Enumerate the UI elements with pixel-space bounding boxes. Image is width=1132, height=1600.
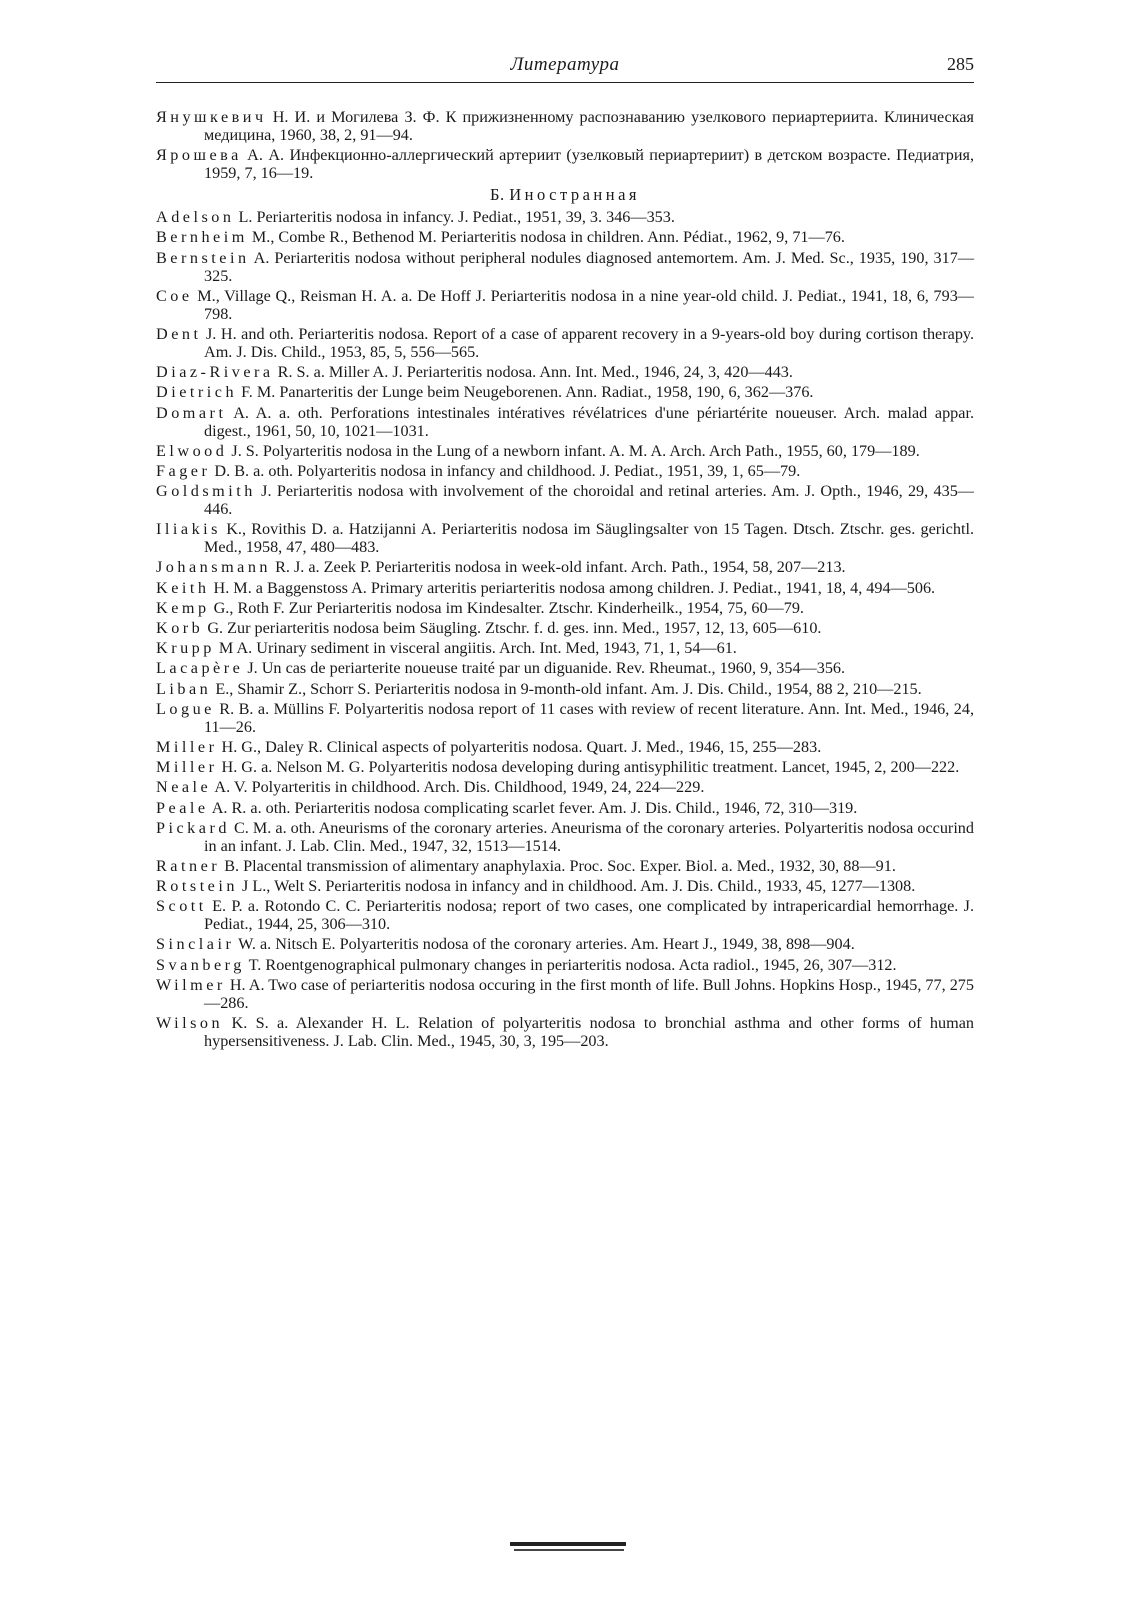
reference-text: A. V. Polyarteritis in childhood. Arch. Dis. Childhood, 1949, 24, 224—229. [211,778,705,797]
reference-entry [156,619,974,637]
reference-entry [156,758,974,776]
reference-entry [156,146,974,182]
reference-text: J. H. and oth. Periarteritis nodosa. Report of a case of apparent recovery in a 9-years-old boy during cortison therapy. Am. J. Dis. Child., 1953, 85, 5, 556—565. [201,324,974,361]
end-rule-thin [514,1549,624,1551]
reference-entry [156,558,974,576]
reference-author: Ярошева [156,146,242,165]
section-prefix: Б. [489,185,505,205]
reference-author: Adelson [156,208,235,227]
reference-entry [156,249,974,285]
reference-text: H. G. a. Nelson M. G. Polyarteritis nodosa developing during antisyphilitic treatment. Lancet, 1945, 2, 200—222. [217,758,960,777]
reference-author: Pickard [156,818,230,837]
reference-entry [156,442,974,460]
reference-author: Keith [156,578,210,597]
reference-text: K., Rovithis D. a. Hatzijanni A. Periarteritis nodosa im Säuglingsalter von 15 Tagen. Dtsch. Ztschr. ges. gerichtl. Med., 1958, 47, 480—483. [204,520,974,557]
reference-author: Ratner [156,856,221,875]
reference-entry [156,108,974,144]
reference-entry [156,520,974,556]
reference-author: Miller [156,758,218,777]
reference-author: Bernstein [156,248,250,267]
reference-entry [156,956,974,974]
reference-author: Scott [156,897,207,916]
reference-text: A. R. a. oth. Periarteritis nodosa complicating scarlet fever. Am. J. Dis. Child., 1946, 72, 310—319. [208,798,858,817]
reference-entry [156,482,974,518]
reference-entry [156,287,974,323]
reference-entry [156,857,974,875]
end-rule [510,1542,626,1546]
reference-author: Domart [156,403,227,422]
reference-author: Diaz-Rivera [156,363,274,382]
section-heading [156,185,974,205]
reference-text: E., Shamir Z., Schorr S. Periarteritis nodosa in 9-month-old infant. Am. J. Dis. Child., 1954, 88 2, 210—215. [211,679,922,698]
reference-author: Dietrich [156,383,238,402]
running-title: Литература [510,54,620,75]
reference-text: H. A. Two case of periarteritis nodosa occuring in the first month of life. Bull Johns. Hopkins Hosp., 1945, 77, 275—286. [204,975,974,1012]
reference-text: T. Roentgenographical pulmonary changes in periarteritis nodosa. Acta radiol., 1945, 26, 307—312. [244,955,897,974]
reference-entry [156,1014,974,1050]
reference-text: L. Periarteritis nodosa in infancy. J. Pediat., 1951, 39, 3. 346—353. [234,208,675,227]
reference-entry [156,799,974,817]
reference-author: Wilson [156,1014,224,1032]
reference-entry [156,680,974,698]
reference-entry [156,659,974,677]
reference-text: R. J. a. Zeek P. Periarteritis nodosa in week-old infant. Arch. Path., 1954, 58, 207—213. [271,558,846,577]
reference-list [156,108,974,1052]
reference-entry [156,639,974,657]
reference-entry [156,228,974,246]
reference-text: E. P. a. Rotondo C. C. Periarteritis nodosa; report of two cases, one complicated by intrapericardial hemorrhage. J. Pediat., 1944, 25, 306—310. [204,897,974,934]
reference-entry [156,208,974,226]
reference-entry [156,404,974,440]
reference-text: J. Un cas de periarterite noueuse traité par un diguanide. Rev. Rheumat., 1960, 9, 354—356. [243,659,846,678]
reference-author: Svanberg [156,955,245,974]
reference-author: Logue [156,699,215,718]
reference-entry [156,935,974,953]
reference-entry [156,700,974,736]
reference-entry [156,819,974,855]
reference-author: Fager [156,461,211,480]
reference-author: Goldsmith [156,482,256,501]
reference-text: M A. Urinary sediment in visceral angiitis. Arch. Int. Med, 1943, 71, 1, 54—61. [214,639,737,658]
reference-author: Peale [156,798,209,817]
reference-text: B. Placental transmission of alimentary anaphylaxia. Proc. Soc. Exper. Biol. a. Med., 1932, 30, 88—91. [220,856,896,875]
reference-author: Iliakis [156,520,221,539]
reference-entry [156,599,974,617]
reference-entry [156,778,974,796]
reference-text: F. M. Panarteritis der Lunge beim Neugeborenen. Ann. Radiat., 1958, 190, 6, 362—376. [237,383,814,402]
reference-text: G. Zur periarteritis nodosa beim Säugling. Ztschr. f. d. ges. inn. Med., 1957, 12, 13, 605—610. [203,619,822,637]
reference-entry [156,877,974,895]
reference-text: J. S. Polyarteritis nodosa in the Lung of a newborn infant. A. M. A. Arch. Arch Path., 1955, 60, 179—189. [227,441,920,460]
reference-text: G., Roth F. Zur Periarteritis nodosa im Kindesalter. Ztschr. Kinderheilk., 1954, 75, 60—79. [209,598,804,617]
reference-text: Н. И. и Могилева З. Ф. К прижизненному распознаванию узелкового периартериита. Клиническая медицина, 1960, 38, 2, 91—94. [204,108,974,144]
reference-entry [156,363,974,381]
reference-author: Elwood [156,441,228,460]
reference-author: Dent [156,324,202,343]
reference-author: Bernheim [156,228,248,247]
reference-author: Rotstein [156,877,238,896]
reference-entry [156,462,974,480]
reference-text: C. M. a. oth. Aneurisms of the coronary arteries. Aneurisma of the coronary arteries. Polyarteritis nodosa occurind in an infant. J. Lab. Clin. Med., 1947, 32, 1513—1514. [204,818,974,855]
reference-author: Wilmer [156,975,226,994]
reference-author: Liban [156,679,212,698]
reference-author: Kemp [156,598,210,617]
russian-references [156,108,974,182]
reference-entry [156,897,974,933]
reference-entry [156,383,974,401]
reference-text: R. S. a. Miller A. J. Periarteritis nodosa. Ann. Int. Med., 1946, 24, 3, 420—443. [273,363,793,382]
reference-author: Sinclair [156,935,235,954]
reference-text: A. A. a. oth. Perforations intestinales intératives révélatrices d'une périartérite noueuser. Arch. malad appar. digest., 1961, 50, 10, 1021—1031. [204,403,974,440]
reference-text: W. a. Nitsch E. Polyarteritis nodosa of the coronary arteries. Am. Heart J., 1949, 38, 898—904. [234,935,855,954]
reference-author: Johansmann [156,558,272,577]
reference-text: H. G., Daley R. Clinical aspects of polyarteritis nodosa. Quart. J. Med., 1946, 15, 255—283. [217,737,822,756]
reference-text: K. S. a. Alexander H. L. Relation of polyarteritis nodosa to bronchial asthma and other forms of human hypersensitiveness. J. Lab. Clin. Med., 1945, 30, 3, 195—203. [204,1014,974,1050]
reference-text: M., Village Q., Reisman H. A. a. De Hoff J. Periarteritis nodosa in a nine year-old child. J. Pediat., 1941, 18, 6, 793—798. [192,286,974,323]
section-title: Иностранная [509,185,641,205]
page-number: 285 [947,54,974,74]
reference-text: D. B. a. oth. Polyarteritis nodosa in infancy and childhood. J. Pediat., 1951, 39, 1, 65—79. [210,461,801,480]
page-header [156,48,974,83]
reference-author: Neale [156,778,212,797]
reference-text: H. M. a Baggenstoss A. Primary arteritis periarteritis nodosa among children. J. Pediat., 1941, 18, 4, 494—506. [209,578,936,597]
reference-text: А. А. Инфекционно-аллергический артериит (узелковый периартериит) в детском возрасте. Педиатрия, 1959, 7, 16—19. [204,146,974,183]
reference-author: Miller [156,737,218,756]
reference-text: A. Periarteritis nodosa without peripheral nodules diagnosed antemortem. Am. J. Med. Sc., 1935, 190, 317—325. [204,248,974,285]
reference-author: Coe [156,286,193,305]
reference-author: Янушкевич [156,108,267,126]
reference-entry [156,579,974,597]
reference-entry [156,738,974,756]
reference-text: J. Periarteritis nodosa with involvement of the choroidal and retinal arteries. Am. J. Opth., 1946, 29, 435—446. [204,482,974,519]
reference-text: R. B. a. Müllins F. Polyarteritis nodosa report of 11 cases with review of recent literature. Ann. Int. Med., 1946, 24, 11—26. [204,699,974,736]
reference-entry [156,976,974,1012]
reference-author: Krupp [156,639,215,658]
reference-text: J L., Welt S. Periarteritis nodosa in infancy and in childhood. Am. J. Dis. Child., 1933, 45, 1277—1308. [237,877,916,896]
reference-entry [156,325,974,361]
reference-author: Korb [156,619,204,637]
reference-text: M., Combe R., Bethenod M. Periarteritis nodosa in children. Ann. Pédiat., 1962, 9, 71—76. [247,228,845,247]
foreign-references [156,208,974,1050]
reference-author: Lacapère [156,659,244,678]
